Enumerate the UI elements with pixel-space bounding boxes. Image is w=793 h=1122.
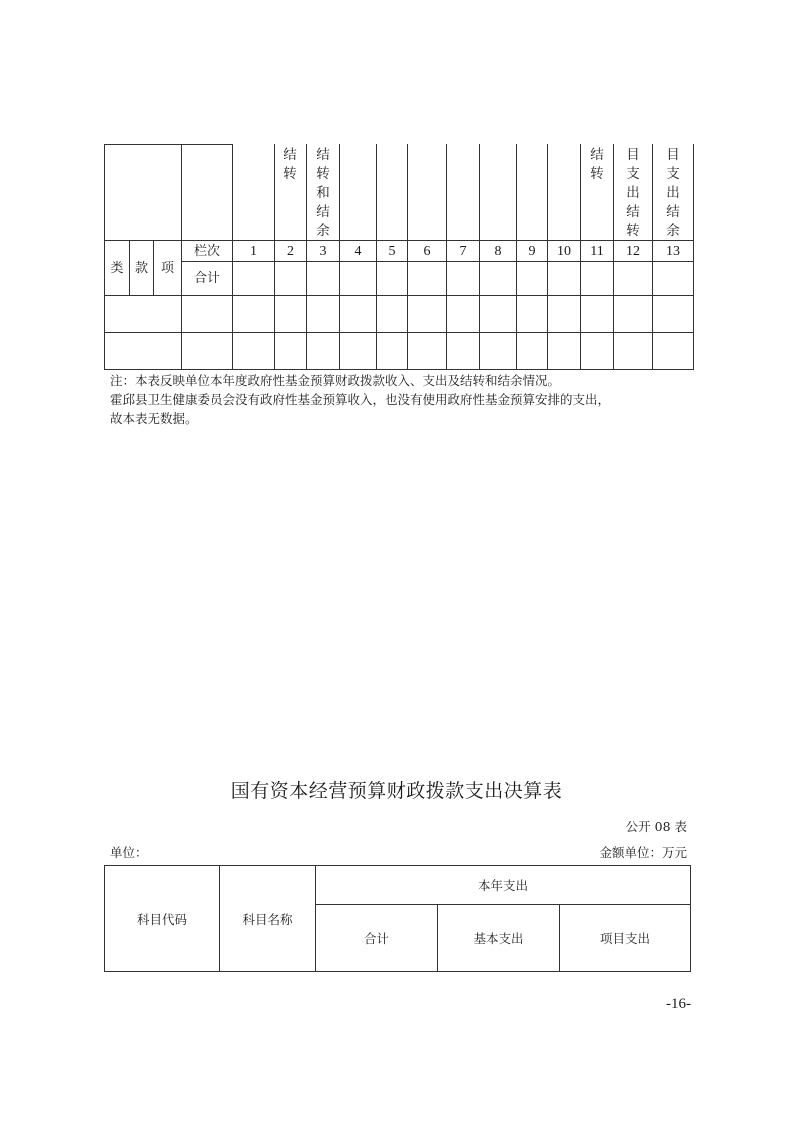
column-number: 11 [590, 243, 604, 259]
header-col3: 结转和结余 [316, 147, 330, 239]
table-border [104, 369, 694, 370]
table-border [693, 144, 694, 370]
label-xiang: 项 [160, 260, 174, 276]
header-basic-expenditure: 基本支出 [473, 931, 524, 946]
header-col2: 结转 [283, 147, 297, 182]
header-project-expenditure: 项目支出 [599, 931, 650, 946]
column-number: 1 [250, 243, 257, 259]
note-line-1: 注：本表反映单位本年度政府性基金预算财政拨款收入、支出及结转和结余情况。 [110, 373, 561, 388]
page-number: -16- [666, 996, 691, 1012]
header-col13: 目支出结余 [666, 147, 680, 239]
column-number: 9 [528, 243, 536, 259]
header-total: 合计 [363, 931, 389, 946]
table-border [690, 865, 691, 972]
column-number: 2 [287, 243, 294, 259]
table-border [104, 295, 694, 296]
note-line-2: 霍邱县卫生健康委员会没有政府性基金预算收入，也没有使用政府性基金预算安排的支出， [110, 392, 611, 407]
column-number: 4 [354, 243, 362, 259]
table-border [104, 144, 233, 145]
header-subject-code: 科目代码 [136, 911, 187, 927]
column-number: 13 [666, 243, 680, 259]
table-border [104, 332, 694, 333]
column-number: 3 [319, 243, 327, 259]
table-border [104, 971, 691, 972]
column-number: 5 [388, 243, 396, 259]
form-number: 公开 08 表 [625, 819, 687, 834]
column-number: 10 [557, 243, 571, 259]
label-heji: 合计 [193, 271, 220, 286]
header-current-year-expenditure: 本年支出 [477, 878, 528, 893]
header-col11: 结转 [590, 147, 604, 182]
column-number: 12 [626, 243, 640, 259]
label-lei: 类 [110, 260, 124, 276]
column-number: 7 [459, 243, 467, 259]
header-subject-name: 科目名称 [242, 911, 293, 927]
note-line-3: 故本表无数据。 [110, 411, 198, 426]
unit-label: 单位： [110, 845, 148, 860]
page-title: 国有资本经营预算财政拨款支出决算表 [230, 780, 563, 802]
label-lanci: 栏次 [193, 243, 220, 259]
column-number: 8 [494, 243, 502, 259]
column-number: 6 [423, 243, 431, 259]
label-kuan: 款 [134, 260, 148, 276]
table-border [181, 261, 694, 262]
amount-unit: 金额单位：万元 [599, 845, 687, 860]
header-col12: 目支出结转 [626, 147, 640, 239]
